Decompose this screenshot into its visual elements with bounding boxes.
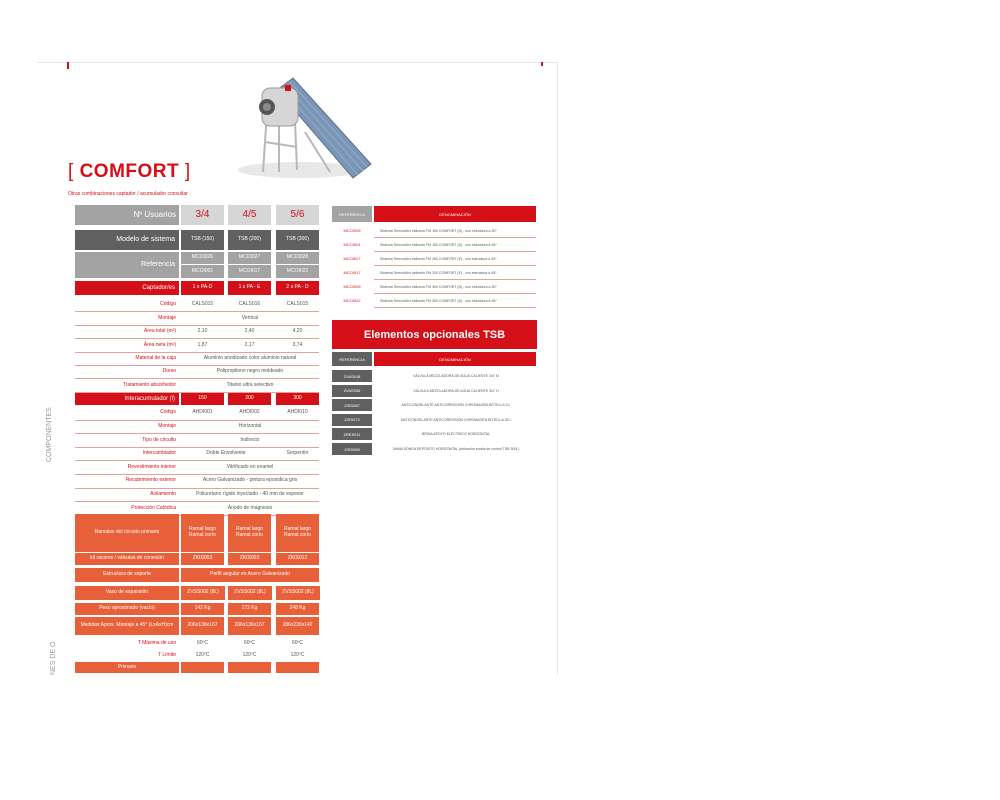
users-value: 4/5 [228, 205, 271, 225]
spec-value: 2,17 [244, 341, 255, 348]
reference-value: MCOI001 [181, 265, 224, 278]
side-label-bottom: NES DE O [50, 641, 57, 675]
page-marker [541, 62, 543, 66]
opt-ref-code: ZISS087 [332, 399, 372, 411]
spec-value: Indirecto [240, 436, 260, 443]
opt-ref-col-header: REFERENCIA [332, 352, 372, 366]
ramal-largo-text: Ramal largo [284, 526, 311, 533]
spec-label: Código [160, 409, 176, 416]
ref-code: MCOI017 [343, 270, 361, 275]
spec-value: 4,20 [292, 328, 303, 335]
ref-code: MCOI028 [343, 284, 361, 289]
interacumulador-value: 300 [276, 393, 319, 405]
spec-value: AHDI002 [239, 409, 260, 416]
interacumulador-value: 200 [228, 393, 271, 405]
ramal-largo-text: Ramal largo [189, 526, 216, 533]
primario-value [276, 662, 319, 673]
spec-label: Tratamiento absorbedor [122, 381, 176, 388]
ramal-corto-text: Ramal corto [189, 532, 216, 538]
peso-value: 248 Kg [276, 603, 319, 615]
opt-denomination: BRIDA APOYO ELÉCTRICO HORIZONTAL [421, 432, 490, 437]
opt-ref-code: ZRES011 [332, 428, 372, 440]
primario-label: Primario [75, 662, 179, 673]
opt-den-col-header: DENOMINACIÓN [374, 352, 536, 366]
spec-label: Tipo de circuito [142, 436, 176, 443]
ramal-corto-text: Ramal corto [284, 532, 311, 538]
spec-label: Intercambiador [142, 450, 176, 457]
peso-value: 172 Kg [228, 603, 271, 615]
tlim-value: 120ºC [242, 651, 257, 658]
reference-value: MCOI027 [228, 252, 271, 264]
ref-denomination: Sistema Termosifón Indirecto FM 300 COMFORT (D) - con estructura a 30º [380, 284, 497, 289]
ramales-value [276, 514, 319, 552]
ramal-corto-text: Ramal corto [236, 532, 263, 538]
spec-label: Aislamiento [150, 491, 176, 498]
tmax-value: 60ºC [244, 639, 255, 646]
spec-value: AHDI010 [287, 409, 308, 416]
heading-title: COMFORT [79, 161, 180, 182]
medidas-value: 206x136x167 [228, 617, 271, 635]
system-value: TSB (150) [181, 230, 224, 250]
tlim-label: T Límite [158, 651, 176, 658]
estructura-value: Perfil angular en Acero Galvanizado [181, 568, 319, 582]
spec-value: 1,87 [197, 341, 208, 348]
product-heading [68, 161, 191, 183]
medidas-label: Medidas Aprox. Montaje a 45° (LxAxH)cm [75, 617, 179, 635]
reference-label: Referencia [75, 252, 179, 278]
reference-value: MCOI026 [181, 252, 224, 264]
side-label-componentes: COMPONENTES [46, 407, 53, 462]
tmax-value: 60ºC [197, 639, 208, 646]
kit-value: ZKIS003 [228, 553, 271, 565]
spec-value: CALS016 [238, 301, 261, 308]
spec-label: Material de la caja [135, 354, 176, 361]
opt-denomination: VÁLVULA MEZCLADORA DE AGUA CALIENTE 3/4" M [413, 374, 499, 378]
spec-value: Serpentín [286, 450, 309, 457]
estructura-label: Estructura de soporte [75, 568, 179, 582]
page-marker [67, 62, 69, 69]
spec-value: CALS015 [286, 301, 309, 308]
vaso-label: Vaso de expansión [75, 586, 179, 600]
ramales-value [181, 514, 224, 552]
ramales-label: Ramales del circuito primario [75, 514, 179, 552]
spec-value: Horizontal [238, 423, 262, 430]
captador-value: 1 x PA-D [181, 281, 224, 295]
reference-value: MCOI017 [228, 265, 271, 278]
tlim-value: 120ºC [290, 651, 305, 658]
spec-value: 2,10 [197, 328, 208, 335]
medidas-value: 186x230x142 [276, 617, 319, 635]
interacumulador-value: 150 [181, 393, 224, 405]
tlim-value: 120ºC [195, 651, 210, 658]
system-value: TSB (200) [228, 230, 271, 250]
spec-label: Protección Catódica [131, 504, 176, 511]
system-value: TSB (300) [276, 230, 319, 250]
reference-value: MCOI028 [276, 252, 319, 264]
ref-code: MCOI026 [343, 228, 361, 233]
interacumulador-label: Interacumulador (l) [75, 393, 179, 405]
peso-label: Peso aproximado (vacío) [75, 603, 179, 615]
spec-value: Titanio ultra selectivo [226, 381, 274, 388]
peso-value: 142 Kg [181, 603, 224, 615]
spec-value: Ánodo de magnesio [227, 504, 273, 511]
ref-denomination: Sistema Termosifón Indirecto FM 150 COMFORT (D) - con estructura a 45º [380, 242, 497, 247]
combination-note: Otras combinaciones captador / acumulador consultar [68, 191, 188, 197]
spec-label: Código [160, 301, 176, 308]
spec-value: 3,74 [292, 341, 303, 348]
spec-label: Recubrimiento exterior [125, 477, 176, 484]
captador-value: 2 x PA - D [276, 281, 319, 295]
vaso-value: ZVSS002 (8L) [228, 586, 272, 600]
captador-label: Captador/es [75, 281, 179, 295]
heading-bracket-open: [ [68, 161, 74, 182]
spec-value: Doble Envolvente [206, 450, 246, 457]
reference-value: MCOI022 [276, 265, 319, 278]
spec-value: Poliuretano rígido inyectado - 40 mm de espesor [196, 491, 304, 498]
opt-ref-code: ZVAS036 [332, 385, 372, 397]
ramales-value [228, 514, 271, 552]
primario-value [181, 662, 224, 673]
row-separator [374, 307, 536, 308]
medidas-value: 206x136x167 [181, 617, 224, 635]
ref-denomination: Sistema Termosifón Indirecto FM 200 COMFORT (E) - con estructura a 30º [380, 256, 497, 261]
spec-value: Vitrificado en enamel [226, 463, 274, 470]
spec-value: AHDI001 [192, 409, 213, 416]
kit-value: ZKIS012 [276, 553, 319, 565]
spec-label: Montaje [158, 314, 176, 321]
users-value: 5/6 [276, 205, 319, 225]
ref-col-header: REFERENCIA [332, 206, 372, 222]
solar-heater-illustration [235, 72, 375, 182]
opt-denomination: ANTICONGELANTE ANTICORROSIÓN CHROMAGEN BOTELLA 3 L [401, 403, 511, 408]
den-col-header: DENOMINACIÓN [374, 206, 536, 222]
vaso-value: ZVSS002 (8L) [276, 586, 320, 600]
spec-label: Montaje [158, 423, 176, 430]
optional-elements-title: Elementos opcionales TSB [332, 320, 537, 349]
spec-value: Acero Galvanizado - pintura epoxídica gris [202, 477, 298, 484]
opt-denomination: ANTICONGELANTE ANTICORROSIÓN CHROMAGEN BOTELLA 25 L [400, 417, 512, 422]
ref-code: MCOI022 [343, 298, 361, 303]
spec-label: Área neta (m²) [143, 341, 176, 348]
ref-denomination: Sistema Termosifón Indirecto FM 150 COMFORT (D) - con estructura a 30º [380, 228, 497, 233]
spec-label: Dorso [162, 368, 176, 375]
spec-value: Polipropileno negro moldeado [216, 368, 284, 375]
ref-code: MCOI001 [343, 242, 361, 247]
opt-denomination: VAINA SONDA DEPÓSITO HORIZONTAL (ubicación sonda de control TSB 300L) [392, 447, 520, 451]
opt-ref-code: ZISS069 [332, 443, 372, 455]
ref-denomination: Sistema Termosifón Indirecto FM 200 COMFORT (E) - con estructura a 45º [380, 270, 497, 275]
heading-bracket-close: ] [184, 161, 191, 182]
vaso-value: ZVSS002 (8L) [181, 586, 225, 600]
ramal-largo-text: Ramal largo [236, 526, 263, 533]
kit-label: kit racores / válvulas de conexión [75, 553, 179, 565]
tmax-value: 60ºC [292, 639, 303, 646]
opt-ref-code: ZVAS018 [332, 370, 372, 382]
system-label: Modelo de sistema [75, 230, 179, 250]
primario-value [228, 662, 271, 673]
ref-code: MCOI027 [343, 256, 361, 261]
spec-label: Área total (m²) [144, 328, 176, 335]
opt-ref-code: ZISS073 [332, 414, 372, 426]
tmax-label: T Máxima de uso [137, 639, 176, 646]
spec-value: Vertical [241, 314, 259, 321]
users-value: 3/4 [181, 205, 224, 225]
ref-denomination: Sistema Termosifón Indirecto FM 300 COMFORT (D) - con estructura a 45º [380, 298, 497, 303]
captador-value: 1 x PA - E [228, 281, 271, 295]
spec-label: Revestimiento interior [127, 463, 176, 470]
users-label: Nº Usuarios [75, 205, 179, 225]
spec-value: CALS015 [191, 301, 214, 308]
opt-denomination: VÁLVULA MEZCLADORA DE AGUA CALIENTE 3/4" H [413, 388, 499, 393]
spec-value: 2,40 [244, 328, 255, 335]
spec-value: Aluminio anodizado color aluminio natural [203, 354, 297, 361]
kit-value: ZKIS003 [181, 553, 224, 565]
